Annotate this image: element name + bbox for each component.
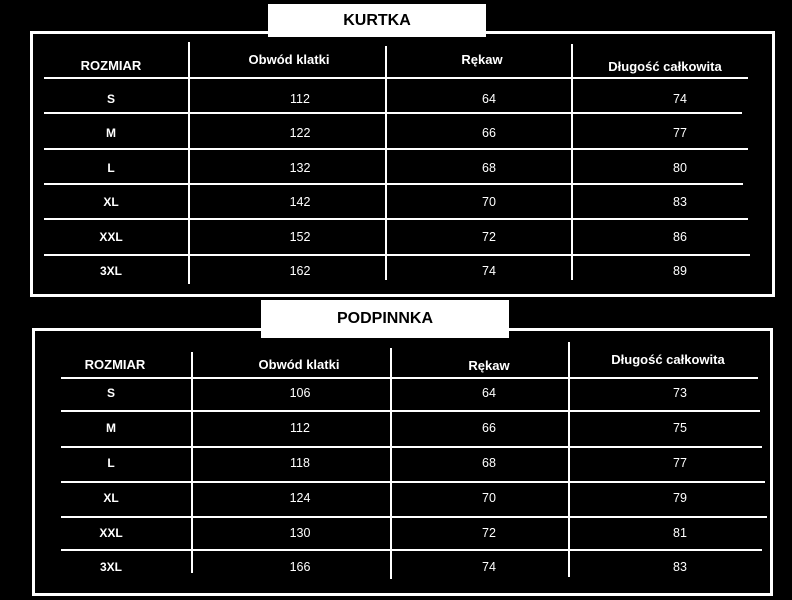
length-value: 75 <box>673 421 687 435</box>
chest-value: 112 <box>290 421 310 435</box>
podpinnka-header-length: Długość całkowita <box>611 352 725 367</box>
length-value: 83 <box>673 195 687 209</box>
chest-value: 112 <box>290 92 310 106</box>
length-value: 77 <box>673 126 687 140</box>
sleeve-value: 64 <box>482 92 496 106</box>
size-label: XXL <box>99 526 123 540</box>
length-value: 83 <box>673 560 687 574</box>
sleeve-value: 66 <box>482 126 496 140</box>
kurtka-header-sleeve: Rękaw <box>461 52 503 67</box>
podpinnka-row-divider <box>61 446 762 448</box>
podpinnka-row-divider <box>61 516 767 518</box>
chest-value: 166 <box>289 560 311 574</box>
sleeve-value: 72 <box>482 526 496 540</box>
chest-value: 124 <box>289 491 311 505</box>
chest-value: 132 <box>289 161 311 175</box>
kurtka-title: KURTKA <box>268 4 486 37</box>
podpinnka-row-divider <box>61 410 760 412</box>
size-label: XL <box>103 195 119 209</box>
kurtka-header-length: Długość całkowita <box>608 59 722 74</box>
size-label: 3XL <box>99 264 122 278</box>
length-value: 77 <box>673 456 687 470</box>
size-label: M <box>106 126 116 140</box>
size-label: 3XL <box>99 560 122 574</box>
sleeve-value: 64 <box>482 386 496 400</box>
kurtka-row-divider <box>44 77 748 79</box>
chest-value: 122 <box>289 126 311 140</box>
sleeve-value: 70 <box>482 491 496 505</box>
size-label: XXL <box>99 230 123 244</box>
length-value: 89 <box>673 264 687 278</box>
size-label: M <box>106 421 116 435</box>
podpinnka-header-chest: Obwód klatki <box>258 357 340 372</box>
sleeve-value: 68 <box>482 161 496 175</box>
chest-value: 152 <box>289 230 311 244</box>
kurtka-row-divider <box>44 218 748 220</box>
size-label: XL <box>103 491 119 505</box>
sleeve-value: 74 <box>482 264 496 278</box>
length-value: 81 <box>673 526 687 540</box>
podpinnka-title: PODPINNKA <box>261 300 509 338</box>
chest-value: 142 <box>289 195 311 209</box>
chest-value: 118 <box>290 456 310 470</box>
podpinnka-row-divider <box>61 549 762 551</box>
size-label: S <box>106 386 115 400</box>
kurtka-row-divider <box>44 183 743 185</box>
size-label: S <box>106 92 115 106</box>
sleeve-value: 70 <box>482 195 496 209</box>
length-value: 79 <box>673 491 687 505</box>
chest-value: 106 <box>289 386 311 400</box>
sleeve-value: 66 <box>482 421 496 435</box>
podpinnka-row-divider <box>61 481 765 483</box>
size-label: L <box>107 161 115 175</box>
podpinnka-row-divider <box>61 377 758 379</box>
length-value: 74 <box>673 92 687 106</box>
size-label: L <box>107 456 115 470</box>
podpinnka-header-size: ROZMIAR <box>84 357 146 372</box>
chest-value: 162 <box>289 264 311 278</box>
podpinnka-header-sleeve: Rękaw <box>468 358 510 373</box>
sleeve-value: 72 <box>482 230 496 244</box>
length-value: 80 <box>673 161 687 175</box>
kurtka-row-divider <box>44 112 742 114</box>
kurtka-row-divider <box>44 148 748 150</box>
sleeve-value: 74 <box>482 560 496 574</box>
length-value: 86 <box>673 230 687 244</box>
chest-value: 130 <box>289 526 311 540</box>
kurtka-header-chest: Obwód klatki <box>248 52 330 67</box>
sleeve-value: 68 <box>482 456 496 470</box>
kurtka-header-size: ROZMIAR <box>80 58 142 73</box>
length-value: 73 <box>673 386 687 400</box>
kurtka-row-divider <box>44 254 750 256</box>
